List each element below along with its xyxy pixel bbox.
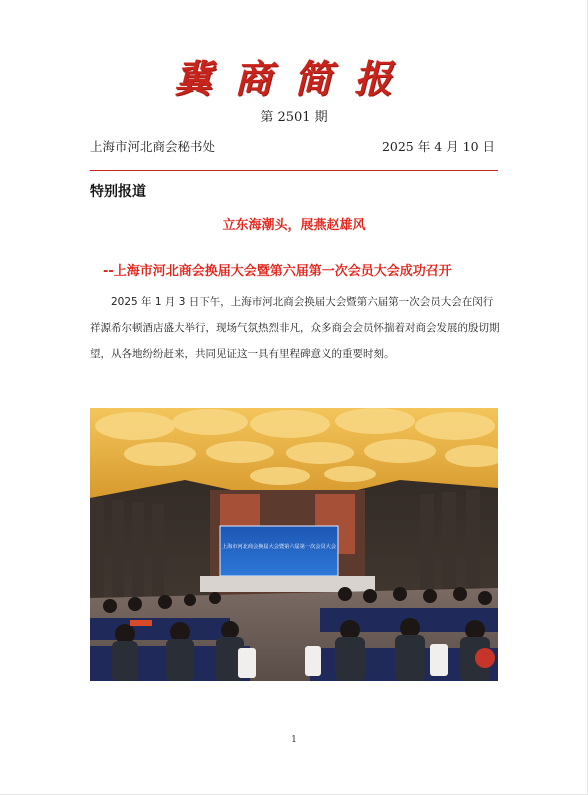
- meeting-photo: [90, 408, 498, 681]
- section-title: 特别报道: [90, 184, 146, 200]
- page-number: 1: [291, 735, 297, 745]
- screen-caption: 上海市河北商会换届大会暨第六届第一次会员大会: [221, 544, 337, 550]
- issue-number: 第 2501 期: [260, 110, 328, 125]
- article-body: 2025 年 1 月 3 日下午，上海市河北商会换届大会暨第六届第一次会员大会在闵行祥源希尔顿酒店盛大举行，现场气氛热烈非凡，众多商会会员怀揣着对商会发展的殷切期望，从各地纷纷赶来，共同见证这一具有里程碑意义的重要时刻。: [90, 296, 500, 360]
- article-headline: 立东海潮头，展燕赵雄风: [222, 218, 366, 233]
- publish-date: 2025 年 4 月 10 日: [381, 139, 495, 154]
- masthead-title: 冀商简报: [173, 56, 414, 101]
- header-divider: [90, 170, 498, 171]
- publisher-name: 上海市河北商会秘书处: [90, 139, 216, 154]
- article-subheadline: --上海市河北商会换届大会暨第六届第一次会员大会成功召开: [103, 264, 452, 279]
